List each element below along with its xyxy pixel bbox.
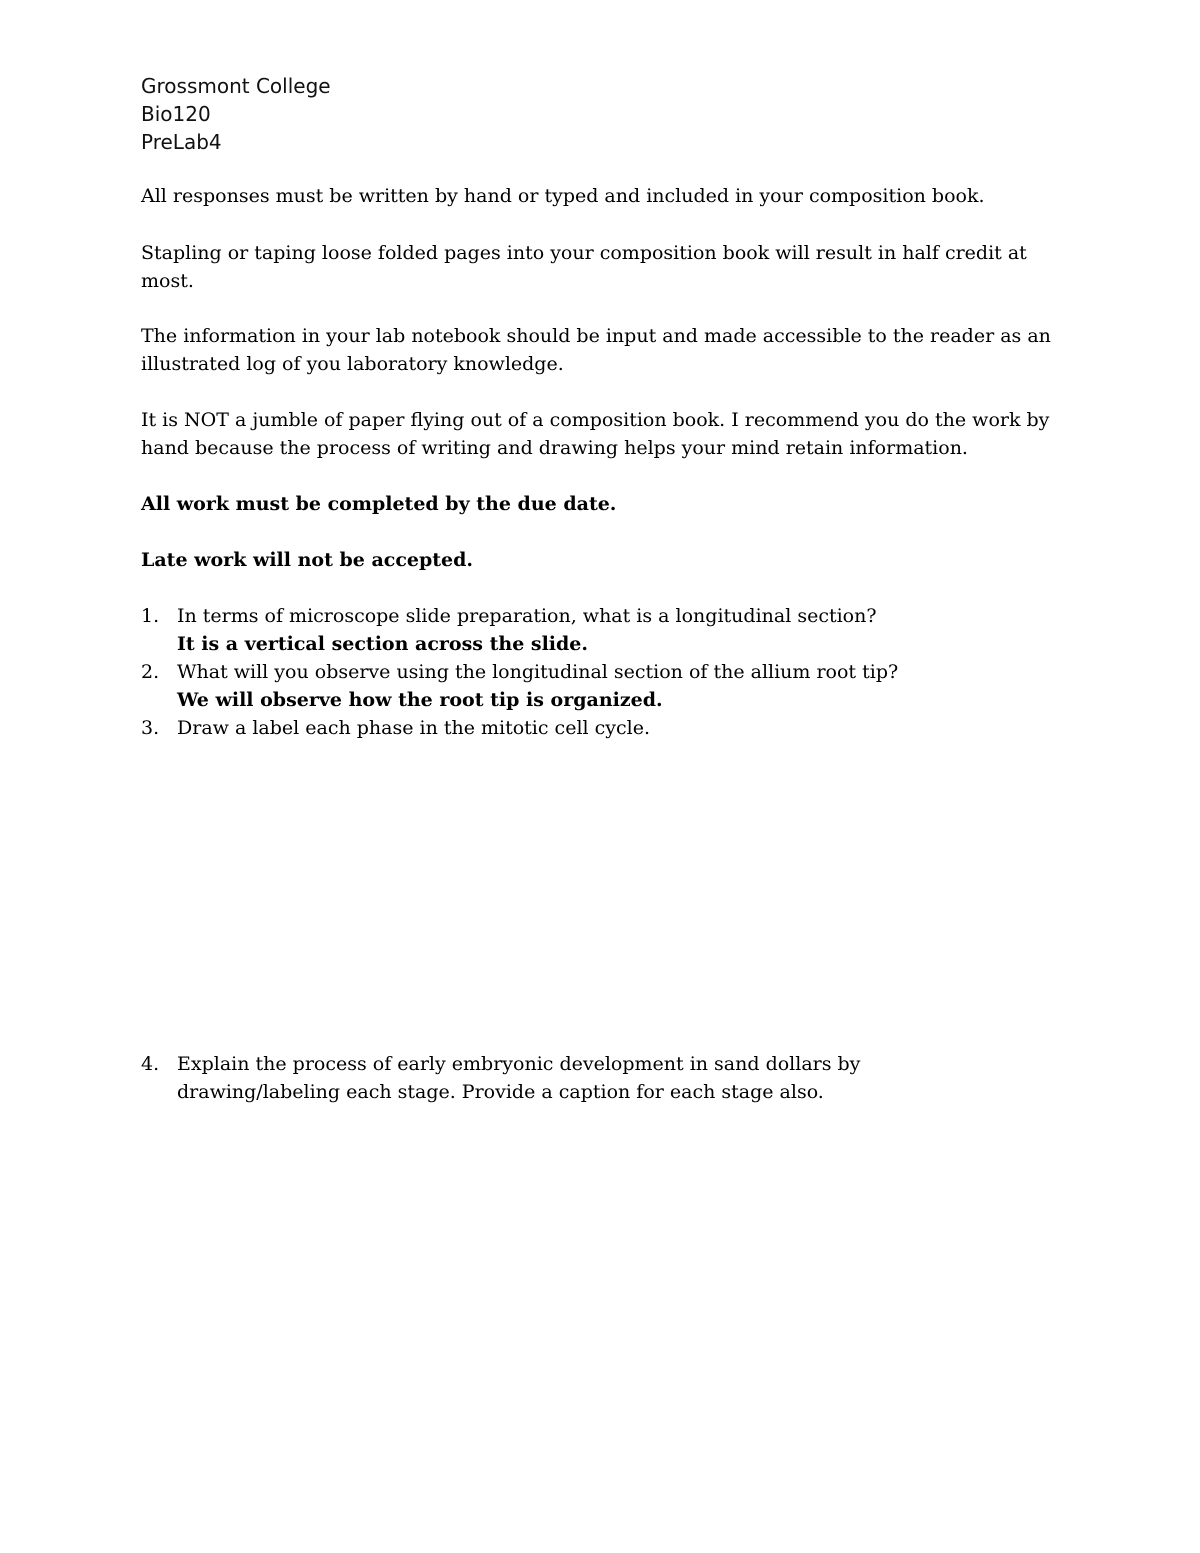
late-work-notice: Late work will not be accepted. [141, 549, 474, 571]
question-number: 2. [141, 661, 160, 683]
question-number: 1. [141, 605, 160, 627]
instruction-paragraph: All responses must be written by hand or typed and included in your composition book. [141, 185, 985, 207]
instruction-paragraph: It is NOT a jumble of paper flying out of a composition book. I recommend you do the work by hand because the process of writing and drawing helps your mind retain information. [141, 409, 1050, 459]
question-item [141, 602, 1071, 658]
question-item [141, 658, 1071, 714]
college-name: Grossmont College [141, 74, 331, 98]
question-text: What will you observe using the longitudinal section of the allium root tip? [177, 661, 899, 683]
answer-text: We will observe how the root tip is organized. [177, 689, 663, 711]
instruction-paragraph: Stapling or taping loose folded pages into your composition book will result in half credit at most. [141, 242, 1027, 292]
answer-text: It is a vertical section across the slide. [177, 633, 589, 655]
question-item [141, 714, 1071, 742]
due-date-notice: All work must be completed by the due date. [141, 493, 617, 515]
instruction-paragraph: The information in your lab notebook should be input and made accessible to the reader as an illustrated log of you laboratory knowledge. [141, 325, 1051, 375]
document-header [141, 72, 331, 156]
assignment-title: PreLab4 [141, 130, 222, 154]
question-text: In terms of microscope slide preparation, what is a longitudinal section? [177, 605, 877, 627]
question-item [141, 1050, 941, 1106]
course-code: Bio120 [141, 102, 211, 126]
question-number: 4. [141, 1053, 160, 1075]
question-number: 3. [141, 717, 160, 739]
question-text: Draw a label each phase in the mitotic cell cycle. [177, 717, 651, 739]
question-text: Explain the process of early embryonic development in sand dollars by drawing/labeling each stage. Provide a caption for each stage also. [177, 1053, 861, 1103]
